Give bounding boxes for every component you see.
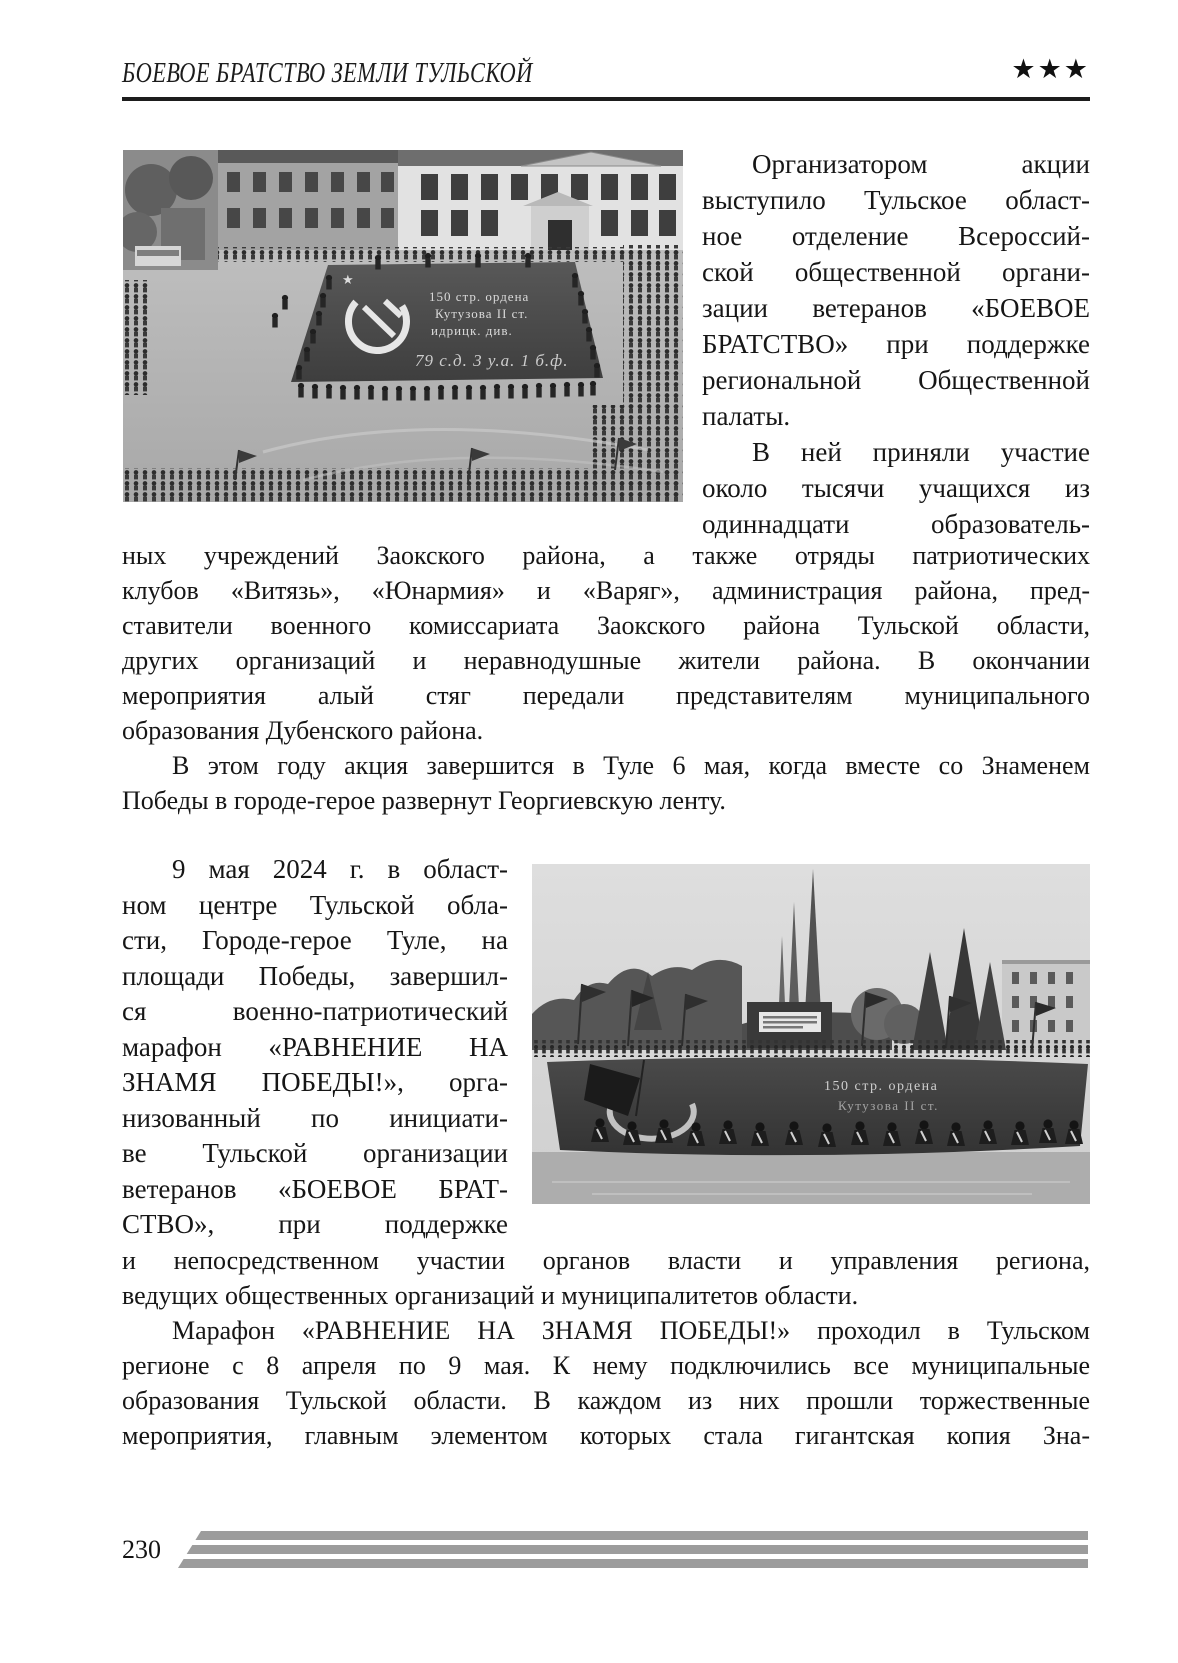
text-line: ставители военного комиссариата Заокского района Тульской области, (122, 611, 1090, 640)
column-right (702, 146, 1090, 542)
crowd-along-building (218, 247, 683, 262)
text-line: зации ветеранов «БОЕВОЕ (702, 293, 1090, 323)
trees-left (123, 150, 218, 270)
paragraph-full-width-2 (122, 748, 1090, 818)
text-line: сти, Городе-герое Туле, на (122, 925, 508, 955)
paragraph-full-width-1 (122, 538, 1090, 748)
footer-stripes-decoration (178, 1528, 1090, 1568)
text-line: В этом году акция завершится в Туле 6 мая, когда вместе со Знаменем (172, 751, 1090, 780)
crowd-right (623, 245, 683, 410)
text-line: ном центре Тульской обла- (122, 889, 508, 920)
text-line: мероприятия алый стяг передали представителям муниципального (122, 681, 1090, 710)
text-line: выступило Тульское област- (702, 185, 1090, 215)
text-line: ской общественной органи- (702, 257, 1090, 287)
text-line: ных учреждений Заокского района, а также отряды патриотических (122, 541, 1090, 570)
column-left (122, 852, 508, 1243)
banner-text-line: Кутузова II ст. (435, 306, 529, 321)
text-line: других организаций и неравнодушные жители района. В окончании (122, 646, 1090, 675)
text-line: ветеранов «БОЕВОЕ БРАТ- (122, 1173, 508, 1204)
paragraph-full-width-3 (122, 1243, 1090, 1453)
text-line: Организатором акции (752, 149, 1090, 179)
text-line: ное отделение Всероссий- (702, 221, 1090, 251)
text-line: палаты. (702, 401, 791, 431)
text-line: Марафон «РАВНЕНИЕ НА ЗНАМЯ ПОБЕДЫ!» проходил в Тульском (172, 1316, 1090, 1345)
text-line: около тысячи учащихся из (702, 473, 1090, 503)
text-line: марафон «РАВНЕНИЕ НА (122, 1031, 508, 1062)
star-on-banner: ★ (342, 272, 354, 287)
text-line: БРАТСТВО» при поддержке (702, 329, 1090, 359)
text-line: и непосредственном участии органов власти и управления региона, (122, 1246, 1090, 1275)
text-line: одиннадцати образователь- (702, 509, 1090, 539)
page-number: 230 (122, 1535, 161, 1564)
text-line: образования Тульской области. В каждом из них прошли торжественные (122, 1386, 1090, 1415)
banner-text-line: Кутузова II ст. (838, 1098, 939, 1113)
section-top (122, 146, 1090, 542)
photo-victory-square-tula (532, 864, 1090, 1204)
text-line: 9 мая 2024 г. в област- (172, 854, 508, 884)
crowd-band (532, 1040, 1090, 1057)
text-line: Победы в городе-герое развернут Георгиевскую ленту. (122, 786, 726, 815)
text-line: площади Победы, завершил- (122, 960, 508, 991)
text-line: мероприятия, главным элементом которых стала гигантская копия Зна- (122, 1421, 1090, 1450)
banner-text-line: идрицк. див. (431, 323, 513, 338)
section-bottom (122, 852, 1090, 1244)
crowd-left (123, 280, 151, 395)
banner-text-line: 79 с.д. 3 у.а. 1 б.ф. (415, 351, 569, 370)
running-title: БОЕВОЕ БРАТСТВО ЗЕМЛИ ТУЛЬСКОЙ (122, 58, 533, 89)
header-rule (122, 97, 1090, 101)
victory-banner-replica (291, 262, 603, 382)
text-line: низованный по инициати- (122, 1102, 508, 1133)
text-line: региональной Общественной (702, 365, 1090, 395)
school-building (218, 150, 683, 250)
text-line: ведущих общественных организаций и муниципалитетов области. (122, 1281, 859, 1310)
banner-text-line: 150 стр. ордена (429, 289, 530, 304)
text-line: регионе с 8 апреля по 9 мая. К нему подключились все муниципальные (122, 1351, 1090, 1380)
photo-victory-banner-schoolyard (123, 150, 683, 502)
text-line: образования Дубенского района. (122, 716, 484, 745)
pavement-foreground (532, 1152, 1090, 1204)
text-line: ся военно-патриотический (122, 996, 508, 1026)
banner-text-line: 150 стр. ордена (824, 1079, 939, 1094)
square-photo-illustration (532, 864, 1090, 1204)
text-line: клубов «Витязь», «Юнармия» и «Варяг», администрация района, пред- (122, 576, 1090, 605)
three-stars-decoration: ★★★ (1011, 54, 1090, 84)
text-line: ЗНАМЯ ПОБЕДЫ!», орга- (122, 1067, 508, 1097)
crowd-bottom (123, 468, 683, 502)
text-line: В ней приняли участие (752, 437, 1090, 467)
text-line: ве Тульской организации (122, 1138, 508, 1168)
aerial-photo-illustration (123, 150, 683, 502)
text-line: СТВО», при поддержке (122, 1209, 508, 1239)
